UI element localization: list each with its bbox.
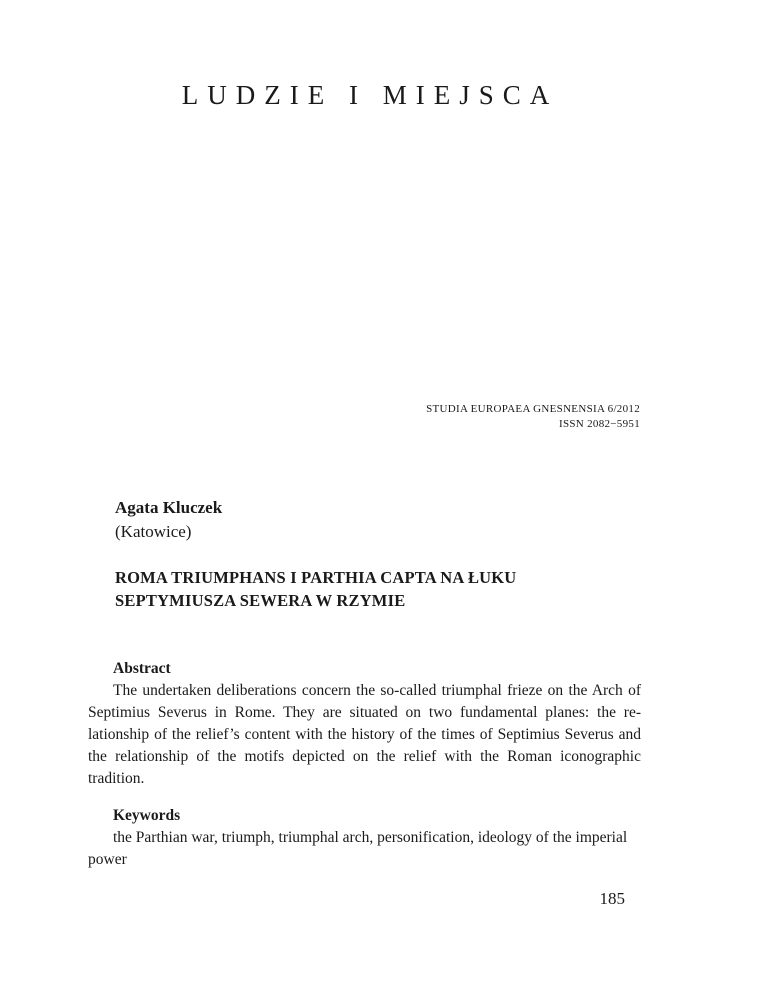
journal-issn: ISSN 2082−5951: [559, 418, 640, 430]
journal-name: STUDIA EUROPAEA GNESNENSIA 6/2012: [426, 403, 640, 415]
keywords-text: the Parthian war, triumph, triumphal arch, personification, ideology of the imperial power: [88, 829, 628, 868]
article-title-line-2: SEPTYMIUSZA SEWERA W RZYMIE: [115, 591, 406, 610]
author-affiliation: (Katowice): [115, 522, 192, 541]
page-number: 185: [599, 889, 625, 908]
author-name: Agata Kluczek: [115, 498, 223, 517]
article-title: [115, 566, 635, 612]
journal-info: [426, 402, 640, 432]
section-heading: LUDZIE I MIEJSCA: [181, 80, 559, 110]
abstract-section: [88, 658, 641, 790]
article-title-line-1: ROMA TRIUMPHANS I PARTHIA CAPTA NA ŁUKU: [115, 568, 517, 587]
keywords-heading: Keywords: [113, 807, 181, 824]
abstract-text: The undertaken deliberations concern the so-called triumphal frieze on the Arch of Septimius Severus in Rome. They are situated on two fundamental planes: the relationship of the relief’s content with the history of the times of Septimius Severus and the relationship of the motifs depicted on the relief with the Roman iconographic tradition.: [88, 682, 641, 787]
keywords-section: [88, 805, 641, 871]
abstract-heading: Abstract: [113, 660, 171, 677]
author-block: [115, 496, 635, 612]
